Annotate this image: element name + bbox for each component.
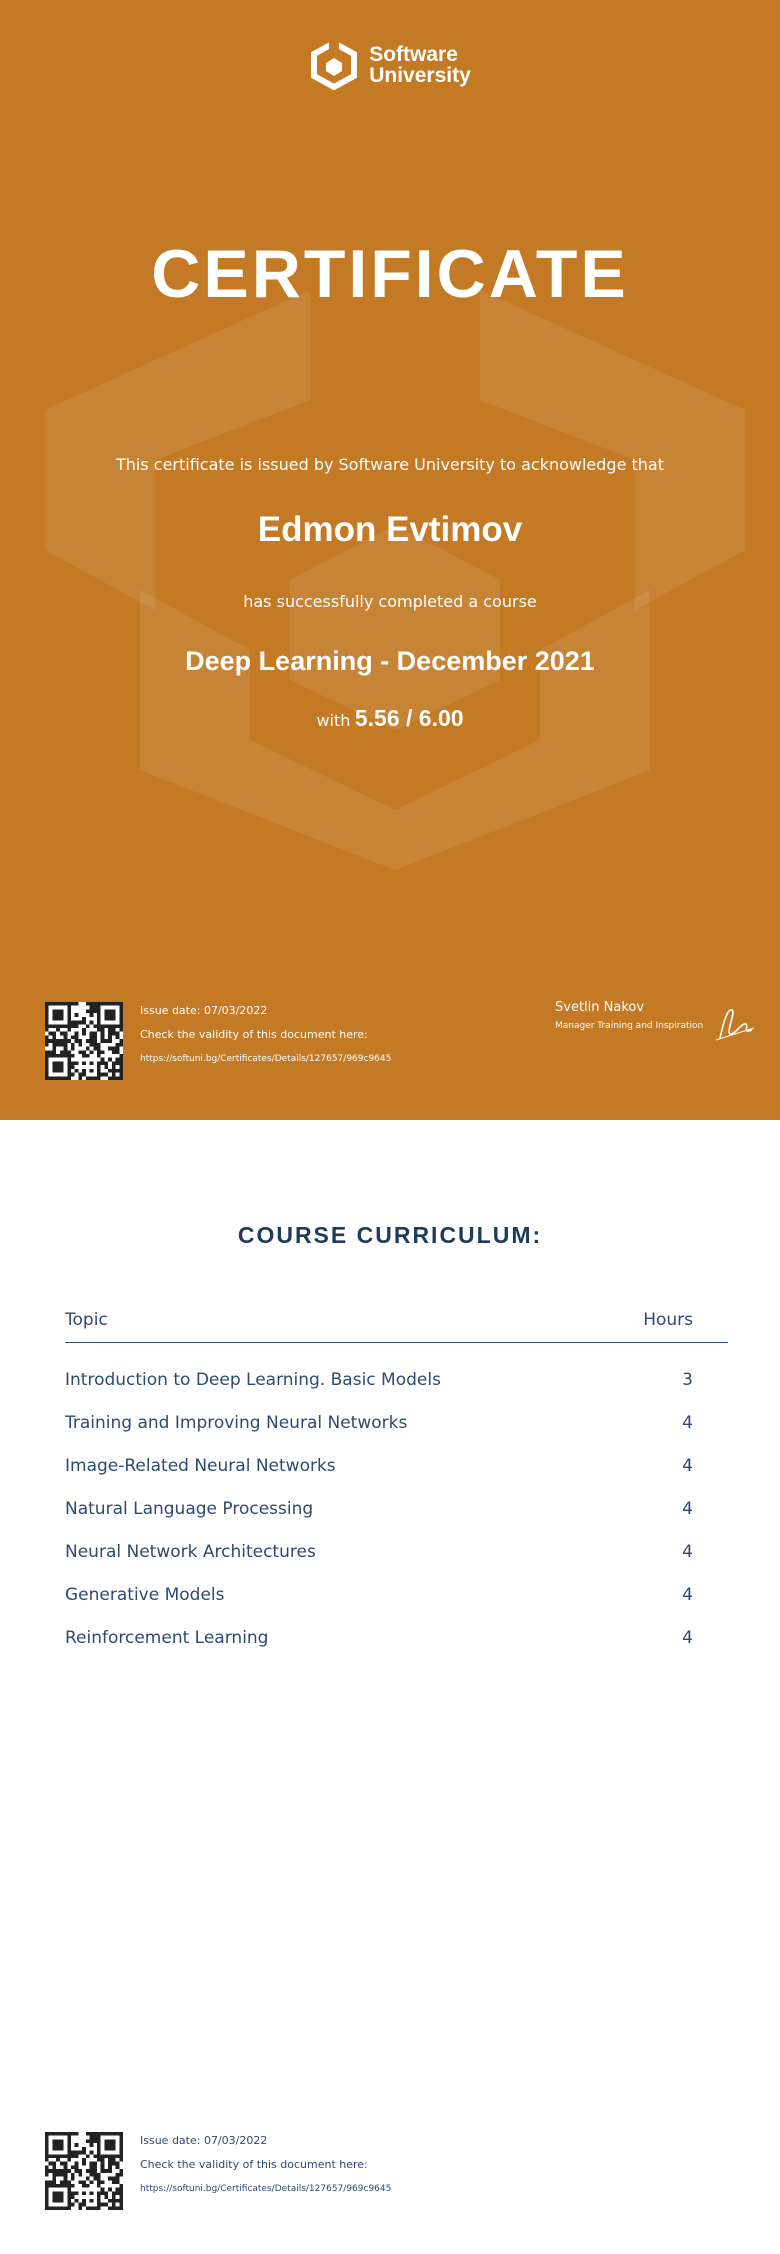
course-name: Deep Learning - December 2021 bbox=[185, 646, 595, 676]
watermark-logo-icon bbox=[45, 290, 745, 870]
footer-qr-code-icon[interactable] bbox=[45, 2132, 123, 2210]
brand-name bbox=[369, 44, 471, 86]
topic-cell: Training and Improving Neural Networks bbox=[65, 1413, 408, 1433]
signatory-role: Manager Training and Inspiration bbox=[555, 1021, 704, 1031]
table-row bbox=[65, 1445, 728, 1488]
footer-issue-date: Issue date: 07/03/2022 bbox=[140, 2134, 268, 2147]
hours-cell: 4 bbox=[682, 1628, 693, 1648]
curriculum-title: COURSE CURRICULUM: bbox=[237, 1222, 543, 1248]
footer-validation-info bbox=[140, 2129, 391, 2201]
grade-line bbox=[0, 705, 780, 732]
qr-code-icon[interactable] bbox=[45, 1002, 123, 1080]
brand-line-2: University bbox=[369, 64, 471, 87]
issued-statement: This certificate is issued by Software University to acknowledge that bbox=[116, 455, 664, 474]
table-row bbox=[65, 1488, 728, 1531]
completion-statement: has successfully completed a course bbox=[243, 592, 537, 611]
signature-icon bbox=[712, 1000, 757, 1045]
topic-cell: Reinforcement Learning bbox=[65, 1628, 269, 1648]
table-row bbox=[65, 1617, 728, 1660]
table-body bbox=[65, 1359, 728, 1660]
topic-cell: Neural Network Architectures bbox=[65, 1542, 316, 1562]
topic-cell: Image-Related Neural Networks bbox=[65, 1456, 336, 1476]
grade-value: 5.56 / 6.00 bbox=[354, 705, 464, 731]
validation-info bbox=[140, 999, 391, 1071]
validation-link[interactable]: https://softuni.bg/Certificates/Details/127657/969c9645 bbox=[140, 1054, 392, 1064]
certificate-header bbox=[0, 0, 780, 1120]
curriculum-table bbox=[65, 1310, 728, 1660]
hours-cell: 3 bbox=[682, 1370, 693, 1390]
topic-cell: Generative Models bbox=[65, 1585, 225, 1605]
footer-validation-link[interactable]: https://softuni.bg/Certificates/Details/127657/969c9645 bbox=[140, 2184, 392, 2194]
hours-column-header: Hours bbox=[643, 1310, 693, 1330]
softuni-logo-icon bbox=[309, 40, 359, 90]
topic-cell: Introduction to Deep Learning. Basic Models bbox=[65, 1370, 441, 1390]
grade-prefix: with bbox=[316, 711, 351, 730]
footer-validity-check-text: Check the validity of this document here: bbox=[140, 2158, 368, 2171]
topic-cell: Natural Language Processing bbox=[65, 1499, 314, 1519]
signatory-name: Svetlin Nakov bbox=[555, 1000, 645, 1015]
hours-cell: 4 bbox=[682, 1499, 693, 1519]
table-row bbox=[65, 1574, 728, 1617]
brand-line-1: Software bbox=[369, 43, 458, 66]
hours-cell: 4 bbox=[682, 1456, 693, 1476]
table-header bbox=[65, 1310, 728, 1343]
brand-logo bbox=[0, 40, 780, 90]
table-row bbox=[65, 1359, 728, 1402]
hours-cell: 4 bbox=[682, 1585, 693, 1605]
table-row bbox=[65, 1531, 728, 1574]
hours-cell: 4 bbox=[682, 1413, 693, 1433]
topic-column-header: Topic bbox=[65, 1310, 108, 1330]
signatory bbox=[555, 1000, 703, 1031]
validity-check-text: Check the validity of this document here: bbox=[140, 1028, 368, 1041]
recipient-name: Edmon Evtimov bbox=[257, 510, 523, 549]
table-row bbox=[65, 1402, 728, 1445]
issue-date: Issue date: 07/03/2022 bbox=[140, 1004, 268, 1017]
certificate-title: CERTIFICATE bbox=[151, 236, 629, 312]
hours-cell: 4 bbox=[682, 1542, 693, 1562]
